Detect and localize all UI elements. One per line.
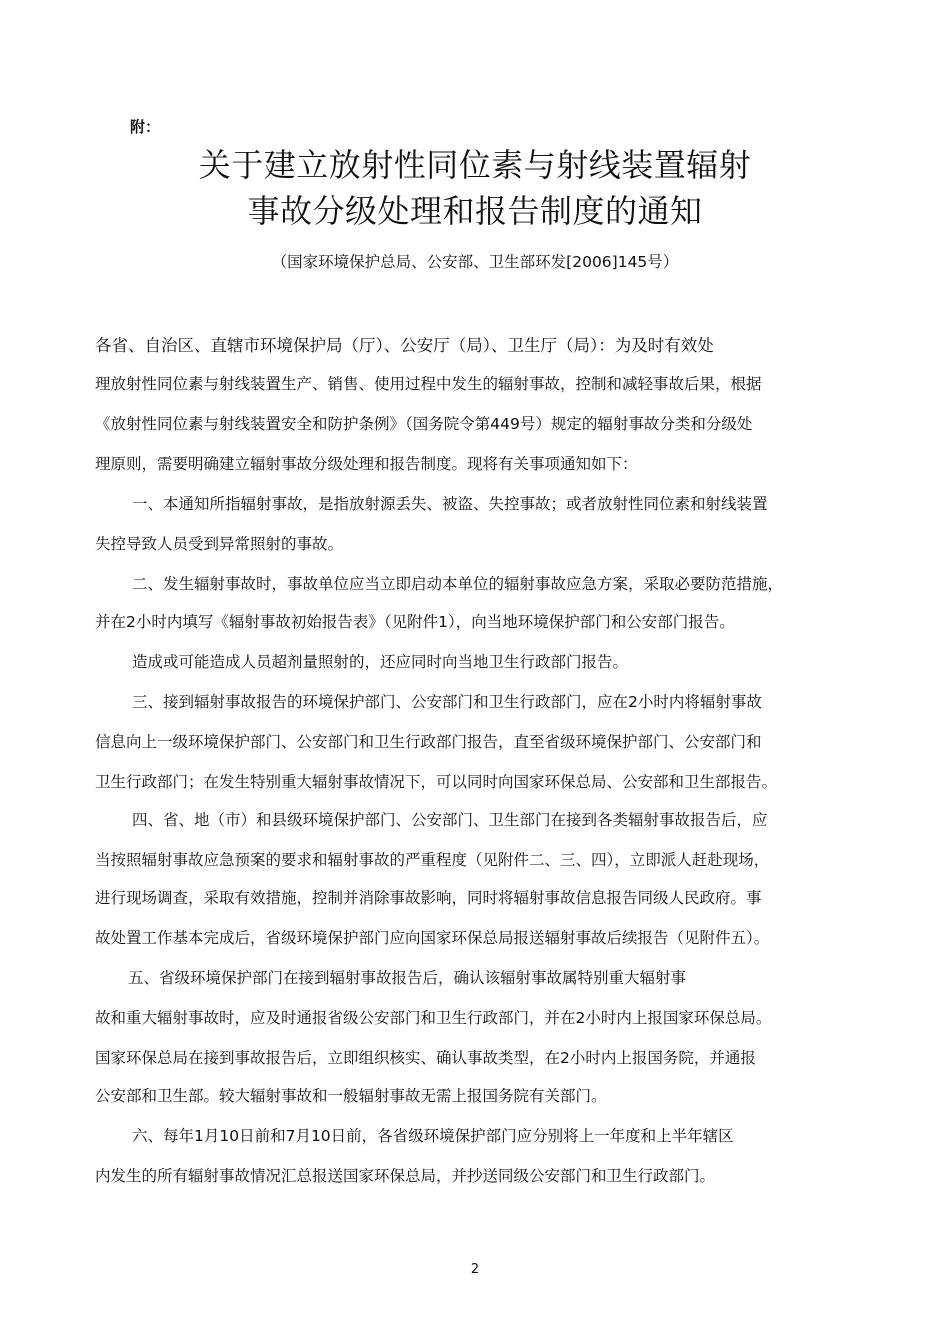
body-line: 当按照辐射事故应急预案的要求和辐射事故的严重程度（见附件二、三、四），立即派人赶赴现场， (95, 851, 770, 869)
body-line: 六、每年1月10日前和7月10日前，各省级环境保护部门应分别将上一年度和上半年辖区 (132, 1127, 734, 1145)
body-line: 故和重大辐射事故时，应及时通报省级公安部门和卫生行政部门，并在2小时内上报国家环保总局。 (95, 1009, 772, 1027)
body-line: 各省、自治区、直辖市环境保护局（厅）、公安厅（局）、卫生厅（局）：为及时有效处 (95, 336, 714, 355)
body-line: 理放射性同位素与射线装置生产、销售、使用过程中发生的辐射事故，控制和减轻事故后果，根据 (95, 375, 762, 393)
body-line: 公安部和卫生部。较大辐射事故和一般辐射事故无需上报国务院有关部门。 (95, 1087, 607, 1105)
body-line: 一、本通知所指辐射事故，是指放射源丢失、被盗、失控事故；或者放射性同位素和射线装置 (132, 495, 768, 513)
body-line: 五、省级环境保护部门在接到辐射事故报告后，确认该辐射事故属特别重大辐射事 (128, 969, 687, 987)
body-line: 内发生的所有辐射事故情况汇总报送国家环保总局，并抄送同级公安部门和卫生行政部门。 (95, 1167, 716, 1185)
body-line: 《放射性同位素与射线装置安全和防护条例》（国务院令第449号）规定的辐射事故分类和分级处 (95, 415, 753, 433)
body-line: 造成或可能造成人员超剂量照射的，还应同时向当地卫生行政部门报告。 (132, 653, 629, 671)
document-title-line-2: 事故分级处理和报告制度的通知 (247, 192, 703, 230)
body-line: 三、接到辐射事故报告的环境保护部门、公安部门和卫生行政部门，应在2小时内将辐射事故 (132, 693, 762, 711)
body-line: 进行现场调查，采取有效措施，控制并消除事故影响，同时将辐射事故信息报告同级人民政府。事 (95, 889, 762, 907)
body-line: 并在2小时内填写《辐射事故初始报告表》（见附件1），向当地环境保护部门和公安部门报告。 (95, 613, 735, 631)
document-subtitle: （国家环境保护总局、公安部、卫生部环发[2006]145号） (271, 253, 679, 271)
body-line: 信息向上一级环境保护部门、公安部门和卫生行政部门报告，直至省级环境保护部门、公安部门和 (95, 733, 762, 751)
body-line: 四、省、地（市）和县级环境保护部门、公安部门、卫生部门在接到各类辐射事故报告后，应 (132, 811, 768, 829)
body-line: 卫生行政部门；在发生特别重大辐射事故情况下，可以同时向国家环保总局、公安部和卫生部报告。 (95, 773, 778, 791)
body-line: 理原则，需要明确建立辐射事故分级处理和报告制度。现将有关事项通知如下： (95, 455, 638, 473)
attachment-label: 附： (130, 118, 161, 136)
page-number: 2 (470, 1262, 480, 1277)
body-line: 故处置工作基本完成后，省级环境保护部门应向国家环保总局报送辐射事故后续报告（见附件五）。 (95, 929, 770, 947)
body-line: 失控导致人员受到异常照射的事故。 (95, 535, 344, 553)
body-line: 二、发生辐射事故时，事故单位应当立即启动本单位的辐射事故应急方案，采取必要防范措施， (132, 575, 784, 593)
body-line: 国家环保总局在接到事故报告后，立即组织核实、确认事故类型，在2小时内上报国务院，并通报 (95, 1049, 756, 1067)
document-title-line-1: 关于建立放射性同位素与射线装置辐射 (198, 146, 752, 184)
